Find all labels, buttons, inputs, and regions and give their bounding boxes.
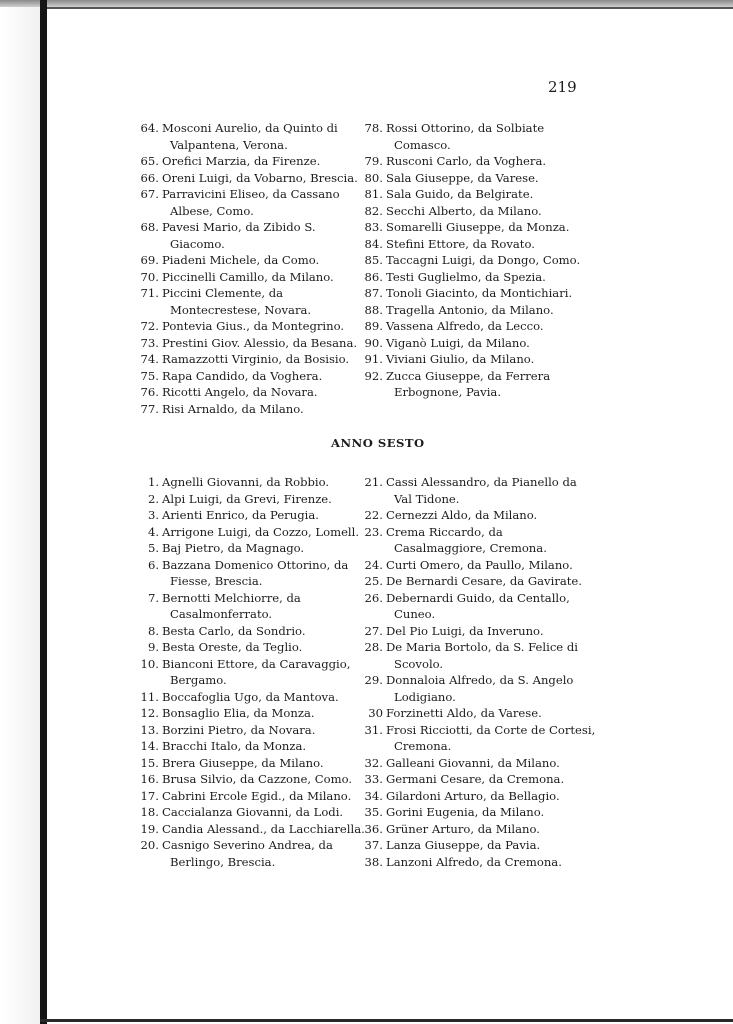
entry-text: Oreni Luigi, da Vobarno, Brescia. bbox=[162, 170, 358, 185]
entry-text: Zucca Giuseppe, da Ferrera Erbognone, Pavia. bbox=[386, 368, 551, 399]
list-item bbox=[136, 318, 372, 335]
entry-number: 81. bbox=[364, 187, 383, 201]
list-item bbox=[136, 837, 372, 870]
list-item bbox=[360, 269, 596, 286]
list-item bbox=[360, 170, 596, 187]
entry-number: 21. bbox=[364, 475, 383, 489]
entry-number: 22. bbox=[364, 508, 383, 522]
list-item bbox=[360, 722, 596, 755]
entry-number: 92. bbox=[364, 368, 383, 383]
entry-number: 34. bbox=[364, 788, 383, 803]
list-column bbox=[136, 120, 372, 417]
entry-text: Prestini Giov. Alessio, da Besana. bbox=[162, 335, 358, 350]
entry-text: Bracchi Italo, da Monza. bbox=[162, 739, 307, 753]
entry-text: Lanza Giuseppe, da Pavia. bbox=[386, 838, 541, 852]
list-item bbox=[136, 285, 372, 318]
entry-number: 12. bbox=[140, 706, 159, 720]
entry-text: Alpi Luigi, da Grevi, Firenze. bbox=[162, 491, 332, 506]
entry-text: Piccini Clemente, da Montecrestese, Novara. bbox=[162, 286, 312, 317]
list-item bbox=[360, 507, 596, 524]
entry-text: Brusa Silvio, da Cazzone, Como. bbox=[162, 772, 353, 786]
entry-number: 86. bbox=[364, 269, 383, 284]
entry-text: Cernezzi Aldo, da Milano. bbox=[386, 508, 538, 522]
entry-number: 19. bbox=[140, 821, 159, 836]
entry-number: 23. bbox=[364, 524, 383, 539]
entry-text: Cabrini Ercole Egid., da Milano. bbox=[162, 788, 352, 803]
list-item bbox=[136, 821, 372, 838]
entry-number: 73. bbox=[140, 335, 159, 350]
entry-number: 68. bbox=[140, 220, 159, 234]
entry-text: Tragella Antonio, da Milano. bbox=[386, 302, 554, 317]
list-item bbox=[360, 474, 596, 507]
list-item bbox=[136, 252, 372, 269]
entry-text: Forzinetti Aldo, da Varese. bbox=[386, 706, 542, 720]
entry-text: Stefini Ettore, da Rovato. bbox=[386, 236, 535, 251]
entry-number: 91. bbox=[364, 352, 383, 366]
list-item bbox=[360, 219, 596, 236]
list-item bbox=[136, 524, 372, 541]
entry-text: Besta Oreste, da Teglio. bbox=[162, 640, 303, 654]
list-item bbox=[136, 219, 372, 252]
entry-text: De Maria Bortolo, da S. Felice di Scovolo. bbox=[386, 640, 578, 671]
entry-number: 89. bbox=[364, 319, 383, 333]
entry-number: 5. bbox=[147, 541, 159, 555]
scan-top-edge bbox=[0, 0, 733, 7]
scan-top-rule bbox=[40, 7, 733, 9]
list-item bbox=[360, 639, 596, 672]
entry-text: Piadeni Michele, da Como. bbox=[162, 253, 320, 267]
list-item bbox=[360, 302, 596, 319]
entry-text: Risi Arnaldo, da Milano. bbox=[162, 401, 304, 416]
entry-number: 88. bbox=[364, 302, 383, 317]
entry-number: 65. bbox=[140, 154, 159, 168]
entry-number: 70. bbox=[140, 269, 159, 284]
list-item bbox=[136, 120, 372, 153]
page-number: 219 bbox=[548, 78, 577, 96]
entry-number: 80. bbox=[364, 170, 383, 185]
entry-number: 36. bbox=[364, 821, 383, 836]
entry-number: 64. bbox=[140, 121, 159, 135]
list-item bbox=[136, 590, 372, 623]
list-item bbox=[136, 705, 372, 722]
list-item bbox=[360, 821, 596, 838]
entry-text: Borzini Pietro, da Novara. bbox=[162, 722, 316, 737]
entry-number: 31. bbox=[364, 722, 383, 737]
list-item bbox=[360, 285, 596, 302]
entry-text: Rusconi Carlo, da Voghera. bbox=[386, 154, 547, 168]
entry-number: 29. bbox=[364, 673, 383, 687]
entry-number: 83. bbox=[364, 220, 383, 234]
list-item bbox=[360, 854, 596, 871]
list-item bbox=[360, 252, 596, 269]
scan-binding-edge bbox=[40, 0, 47, 1024]
entry-text: Donnaloia Alfredo, da S. Angelo Lodigiano. bbox=[386, 673, 574, 704]
entry-number: 69. bbox=[140, 253, 159, 267]
entry-text: De Bernardi Cesare, da Gavirate. bbox=[386, 574, 582, 588]
entry-number: 71. bbox=[140, 286, 159, 300]
list-item bbox=[360, 318, 596, 335]
entry-text: Testi Guglielmo, da Spezia. bbox=[386, 269, 546, 284]
list-item bbox=[136, 771, 372, 788]
list-item bbox=[136, 384, 372, 401]
list-item bbox=[360, 672, 596, 705]
list-item bbox=[136, 335, 372, 352]
entry-text: Grüner Arturo, da Milano. bbox=[386, 821, 540, 836]
list-item bbox=[136, 656, 372, 689]
list-item bbox=[136, 153, 372, 170]
entry-text: Casnigo Severino Andrea, da Berlingo, Brescia. bbox=[162, 838, 333, 869]
list-item bbox=[136, 540, 372, 557]
entry-text: Somarelli Giuseppe, da Monza. bbox=[386, 220, 570, 234]
list-item bbox=[360, 203, 596, 220]
list-item bbox=[136, 401, 372, 418]
entry-text: Sala Guido, da Belgirate. bbox=[386, 187, 534, 201]
entry-number: 13. bbox=[140, 722, 159, 737]
entry-text: Candia Alessand., da Lacchiarella. bbox=[162, 821, 365, 836]
entry-number: 84. bbox=[364, 236, 383, 251]
entry-text: Viganò Luigi, da Milano. bbox=[386, 335, 530, 350]
list-item bbox=[360, 153, 596, 170]
entry-number: 3. bbox=[147, 508, 159, 522]
list-item bbox=[136, 623, 372, 640]
entry-number: 35. bbox=[364, 805, 383, 819]
list-item bbox=[360, 755, 596, 772]
entry-text: Ricotti Angelo, da Novara. bbox=[162, 385, 318, 399]
list-item bbox=[360, 623, 596, 640]
entry-text: Bazzana Domenico Ottorino, da Fiesse, Brescia. bbox=[162, 557, 349, 588]
entry-text: Boccafoglia Ugo, da Mantova. bbox=[162, 689, 339, 704]
entry-number: 72. bbox=[140, 319, 159, 333]
entry-number: 76. bbox=[140, 385, 159, 399]
entry-number: 75. bbox=[140, 368, 159, 383]
list-item bbox=[136, 689, 372, 706]
entry-text: Orefici Marzia, da Firenze. bbox=[162, 154, 321, 168]
list-item bbox=[360, 837, 596, 854]
entry-text: Debernardi Guido, da Centallo, Cuneo. bbox=[386, 590, 570, 621]
entry-number: 66. bbox=[140, 170, 159, 185]
entry-text: Arienti Enrico, da Perugia. bbox=[162, 508, 319, 522]
list-item bbox=[360, 186, 596, 203]
list-item bbox=[136, 755, 372, 772]
entry-text: Cassi Alessandro, da Pianello da Val Tidone. bbox=[386, 475, 577, 506]
list-item bbox=[360, 590, 596, 623]
entry-number: 4. bbox=[147, 524, 159, 539]
list-item bbox=[360, 573, 596, 590]
entry-text: Mosconi Aurelio, da Quinto di Valpantena, Verona. bbox=[162, 121, 338, 152]
entry-text: Baj Pietro, da Magnago. bbox=[162, 541, 305, 555]
entry-number: 11. bbox=[140, 689, 159, 704]
entry-number: 18. bbox=[140, 805, 159, 819]
entry-text: Tonoli Giacinto, da Montichiari. bbox=[386, 286, 573, 300]
list-item bbox=[360, 804, 596, 821]
entry-number: 2. bbox=[147, 491, 159, 506]
entry-number: 90. bbox=[364, 335, 383, 350]
entry-number: 17. bbox=[140, 788, 159, 803]
entry-number: 10. bbox=[140, 656, 159, 671]
entry-text: Bianconi Ettore, da Caravaggio, Bergamo. bbox=[162, 656, 351, 687]
entry-text: Del Pio Luigi, da Inveruno. bbox=[386, 623, 544, 638]
entry-number: 20. bbox=[140, 838, 159, 852]
list-item bbox=[136, 788, 372, 805]
list-item bbox=[360, 788, 596, 805]
entry-number: 37. bbox=[364, 838, 383, 852]
list-item bbox=[360, 705, 596, 722]
entry-number: 78. bbox=[364, 121, 383, 135]
entry-text: Arrigone Luigi, da Cozzo, Lomell. bbox=[162, 524, 360, 539]
entry-text: Piccinelli Camillo, da Milano. bbox=[162, 269, 334, 284]
list-item bbox=[360, 120, 596, 153]
entry-text: Rossi Ottorino, da Solbiate Comasco. bbox=[386, 121, 545, 152]
list-item bbox=[360, 557, 596, 574]
list-item bbox=[136, 639, 372, 656]
entry-text: Germani Cesare, da Cremona. bbox=[386, 772, 565, 786]
section-title: ANNO SESTO bbox=[331, 436, 425, 450]
entry-text: Rapa Candido, da Voghera. bbox=[162, 368, 323, 383]
list-item bbox=[136, 507, 372, 524]
list-column bbox=[360, 474, 596, 870]
list-item bbox=[360, 771, 596, 788]
entry-number: 30 bbox=[368, 706, 383, 720]
entry-number: 33. bbox=[364, 772, 383, 786]
entry-number: 1. bbox=[147, 475, 159, 489]
entry-text: Frosi Ricciotti, da Corte de Cortesi, Cremona. bbox=[386, 722, 596, 753]
entry-number: 67. bbox=[140, 187, 159, 201]
entry-number: 8. bbox=[147, 623, 159, 638]
entry-text: Curti Omero, da Paullo, Milano. bbox=[386, 557, 573, 572]
entry-number: 14. bbox=[140, 739, 159, 753]
entry-text: Crema Riccardo, da Casalmaggiore, Cremona. bbox=[386, 524, 547, 555]
entry-text: Parravicini Eliseo, da Cassano Albese, Como. bbox=[162, 187, 340, 218]
list-item bbox=[360, 236, 596, 253]
list-item bbox=[136, 491, 372, 508]
entry-number: 87. bbox=[364, 286, 383, 300]
list-column bbox=[360, 120, 596, 401]
list-item bbox=[136, 170, 372, 187]
entry-text: Galleani Giovanni, da Milano. bbox=[386, 755, 560, 770]
entry-text: Secchi Alberto, da Milano. bbox=[386, 203, 542, 218]
entry-number: 16. bbox=[140, 772, 159, 786]
list-item bbox=[360, 351, 596, 368]
entry-text: Brera Giuseppe, da Milano. bbox=[162, 755, 324, 770]
entry-number: 9. bbox=[147, 640, 159, 654]
list-item bbox=[360, 368, 596, 401]
list-item bbox=[136, 186, 372, 219]
entry-number: 6. bbox=[147, 557, 159, 572]
entry-text: Ramazzotti Virginio, da Bosisio. bbox=[162, 352, 350, 366]
entry-text: Viviani Giulio, da Milano. bbox=[386, 352, 535, 366]
entry-text: Gorini Eugenia, da Milano. bbox=[386, 805, 545, 819]
list-column bbox=[136, 474, 372, 870]
entry-text: Sala Giuseppe, da Varese. bbox=[386, 170, 539, 185]
list-item bbox=[136, 351, 372, 368]
list-item bbox=[136, 557, 372, 590]
list-item bbox=[136, 474, 372, 491]
entry-text: Besta Carlo, da Sondrio. bbox=[162, 623, 306, 638]
entry-text: Vassena Alfredo, da Lecco. bbox=[386, 319, 544, 333]
entry-number: 85. bbox=[364, 253, 383, 267]
entry-number: 7. bbox=[147, 590, 159, 605]
entry-number: 15. bbox=[140, 755, 159, 770]
entry-text: Bonsaglio Elia, da Monza. bbox=[162, 706, 315, 720]
entry-number: 77. bbox=[140, 401, 159, 416]
list-item bbox=[360, 524, 596, 557]
entry-text: Taccagni Luigi, da Dongo, Como. bbox=[386, 253, 581, 267]
page-gutter bbox=[0, 0, 40, 1024]
entry-text: Gilardoni Arturo, da Bellagio. bbox=[386, 788, 560, 803]
entry-text: Bernotti Melchiorre, da Casalmonferrato. bbox=[162, 590, 301, 621]
entry-number: 79. bbox=[364, 154, 383, 168]
entry-text: Lanzoni Alfredo, da Cremona. bbox=[386, 854, 562, 869]
entry-number: 32. bbox=[364, 755, 383, 770]
entry-number: 27. bbox=[364, 623, 383, 638]
list-item bbox=[360, 335, 596, 352]
list-item bbox=[136, 804, 372, 821]
list-item bbox=[136, 738, 372, 755]
entry-number: 28. bbox=[364, 640, 383, 654]
entry-text: Pontevia Gius., da Montegrino. bbox=[162, 319, 345, 333]
entry-number: 74. bbox=[140, 352, 159, 366]
entry-text: Pavesi Mario, da Zibido S. Giacomo. bbox=[162, 220, 316, 251]
entry-number: 25. bbox=[364, 574, 383, 588]
entry-number: 38. bbox=[364, 854, 383, 869]
list-item bbox=[136, 269, 372, 286]
entry-number: 82. bbox=[364, 203, 383, 218]
entry-number: 24. bbox=[364, 557, 383, 572]
entry-text: Caccialanza Giovanni, da Lodi. bbox=[162, 805, 344, 819]
entry-text: Agnelli Giovanni, da Robbio. bbox=[162, 475, 330, 489]
list-item bbox=[136, 368, 372, 385]
list-item bbox=[136, 722, 372, 739]
entry-number: 26. bbox=[364, 590, 383, 605]
scan-bottom-rule bbox=[40, 1019, 733, 1022]
